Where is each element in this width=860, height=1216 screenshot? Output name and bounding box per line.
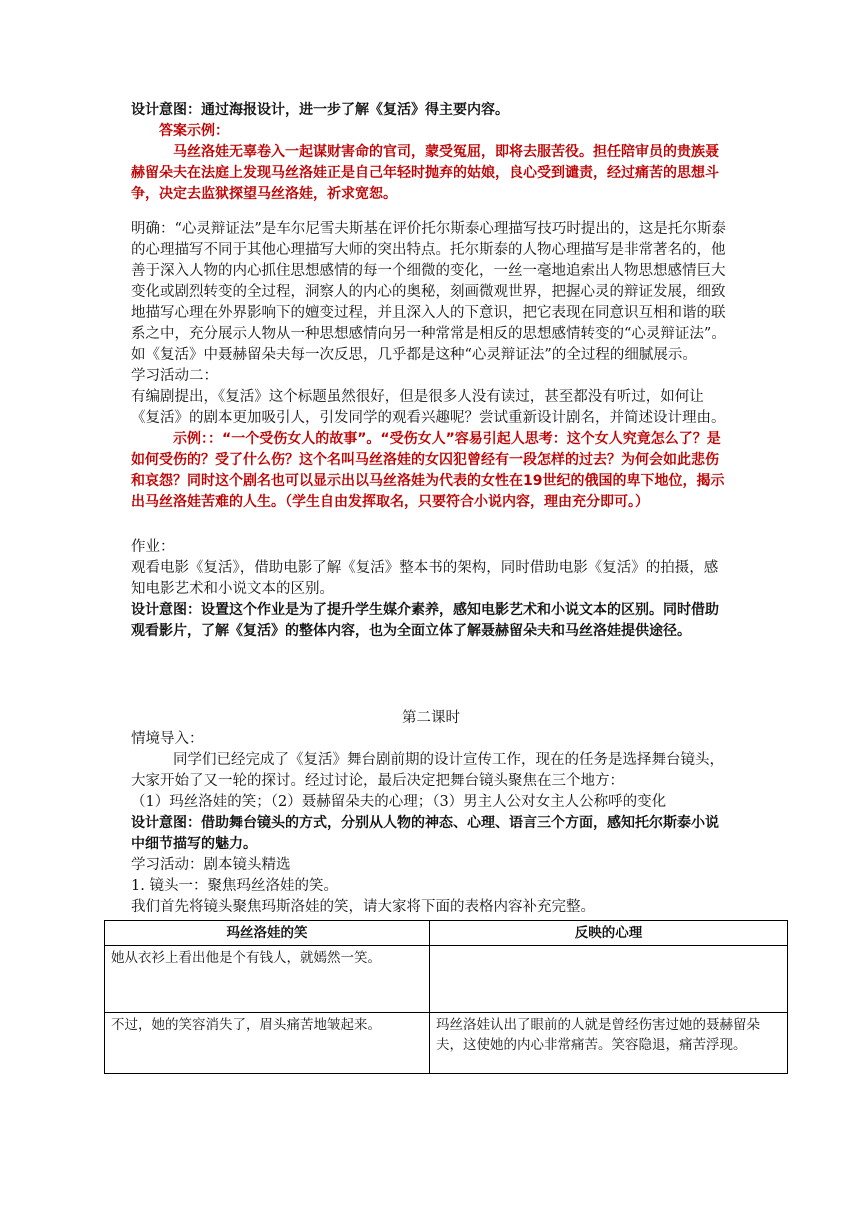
intro-title: 情境导入： <box>131 731 204 747</box>
homework-design-intent: 设计意图：设置这个作业是为了提升学生媒介素养，感知电影艺术和小说文本的区别。同时借助观看影片，了解《复活》的整体内容，也为全面立体了解聂赫留朵夫和马丝洛娃提供途径。 <box>131 602 719 639</box>
lesson2-design-intent: 设计意图：借助舞台镜头的方式，分别从人物的神态、心理、语言三个方面，感知托尔斯泰小说中细节描写的魅力。 <box>131 815 719 852</box>
clarify-paragraph: 明确：“心灵辩证法”是车尔尼雪夫斯基在评价托尔斯泰心理描写技巧时提出的，这是托尔斯泰的心理描写不同于其他心理描写大师的突出特点。托尔斯泰的人物心理描写是非常著名的，他善于深入人物的内心抓住思想感情的每一个细微的变化，一丝一毫地追索出人物思想感情巨大变化或剧烈转变的全过程，洞察人的内心的奥秘，刻画微观世界，把握心灵的辩证发展，细致地描写心理在外界影响下的嬗变过程，并且深入人的下意识，把它表现在同意识互相和谐的联系之中，充分展示人物从一种思想感情向另一种常常是相反的思想感情转变的“心灵辩证法”。 如《复活》中聂赫留朵夫每一次反思，几乎都是这种“心灵辩证法”的全过程的细腻展示。 <box>131 221 726 363</box>
learning-activity-title: 学习活动：剧本镜头精选 <box>131 857 291 873</box>
table-header-row <box>105 921 788 946</box>
spacer <box>131 642 731 708</box>
homework-text: 观看电影《复活》，借助电影了解《复活》整本书的架构，同时借助电影《复活》的拍摄，感知电影艺术和小说文本的区别。 <box>131 560 719 597</box>
homework-title: 作业： <box>131 539 175 555</box>
table-cell-blank[interactable] <box>430 946 788 1013</box>
table-header-psychology: 反映的心理 <box>430 921 788 946</box>
lesson2-heading: 第二课时 <box>402 710 460 726</box>
table-row <box>105 1013 788 1074</box>
activity2-example: 示例：：“一个受伤女人的故事”。“受伤女人”容易引起人思考：这个女人究竟怎么了？是如何受伤的？受了什么伤？这个名叫马丝洛娃的女囚犯曾经有一段怎样的过去？为何会如此悲伤和哀怨？同时这个剧名也可以显示出以马丝洛娃为代表的女性在19世纪的俄国的卑下地位，揭示出马丝洛娃苦难的人生。（学生自由发挥取名，只要符合小说内容，理由充分即可。） <box>131 431 725 510</box>
spacer <box>131 513 731 537</box>
shot1-title: 1. 镜头一：聚焦玛丝洛娃的笑。 <box>131 878 338 894</box>
table-cell: 她从衣衫上看出他是个有钱人，就嫣然一笑。 <box>105 946 430 1013</box>
answer-example-label: 答案示例： <box>159 123 229 139</box>
document-body <box>111 100 760 1074</box>
answer-example-text: 马丝洛娃无辜卷入一起谋财害命的官司，蒙受冤屈，即将去服苦役。担任陪审员的贵族聂赫留朵夫在法庭上发现马丝洛娃正是自己年轻时抛弃的姑娘，良心受到谴责，经过痛苦的思想斗争，决定去监狱探望马丝洛娃，祈求宽恕。 <box>131 144 719 202</box>
shot1-intro: 我们首先将镜头聚焦玛斯洛娃的笑，请大家将下面的表格内容补充完整。 <box>131 899 595 915</box>
smile-analysis-table <box>104 920 788 1074</box>
focus-points: （1）玛丝洛娃的笑；（2）聂赫留朵夫的心理；（3）男主人公对女主人公称呼的变化 <box>131 794 667 810</box>
intro-text: 同学们已经完成了《复活》舞台剧前期的设计宣传工作，现在的任务是选择舞台镜头，大家开始了又一轮的探讨。经过讨论，最后决定把舞台镜头聚焦在三个地方： <box>131 752 724 789</box>
table-cell: 玛丝洛娃认出了眼前的人就是曾经伤害过她的聂赫留朵夫，这使她的内心非常痛苦。笑容隐退，痛苦浮现。 <box>430 1013 788 1074</box>
activity2-text: 有编剧提出，《复活》这个标题虽然很好，但是很多人没有读过，甚至都没有听过，如何让《复活》的剧本更加吸引人，引发同学的观看兴趣呢？尝试重新设计剧名，并简述设计理由。 <box>131 389 726 426</box>
spacer <box>131 205 731 219</box>
table-header-smile: 玛丝洛娃的笑 <box>105 921 430 946</box>
table-row <box>105 946 788 1013</box>
activity2-title: 学习活动二： <box>131 368 218 384</box>
table-cell: 不过，她的笑容消失了，眉头痛苦地皱起来。 <box>105 1013 430 1074</box>
design-intent-1: 设计意图：通过海报设计，进一步了解《复活》得主要内容。 <box>131 102 509 118</box>
